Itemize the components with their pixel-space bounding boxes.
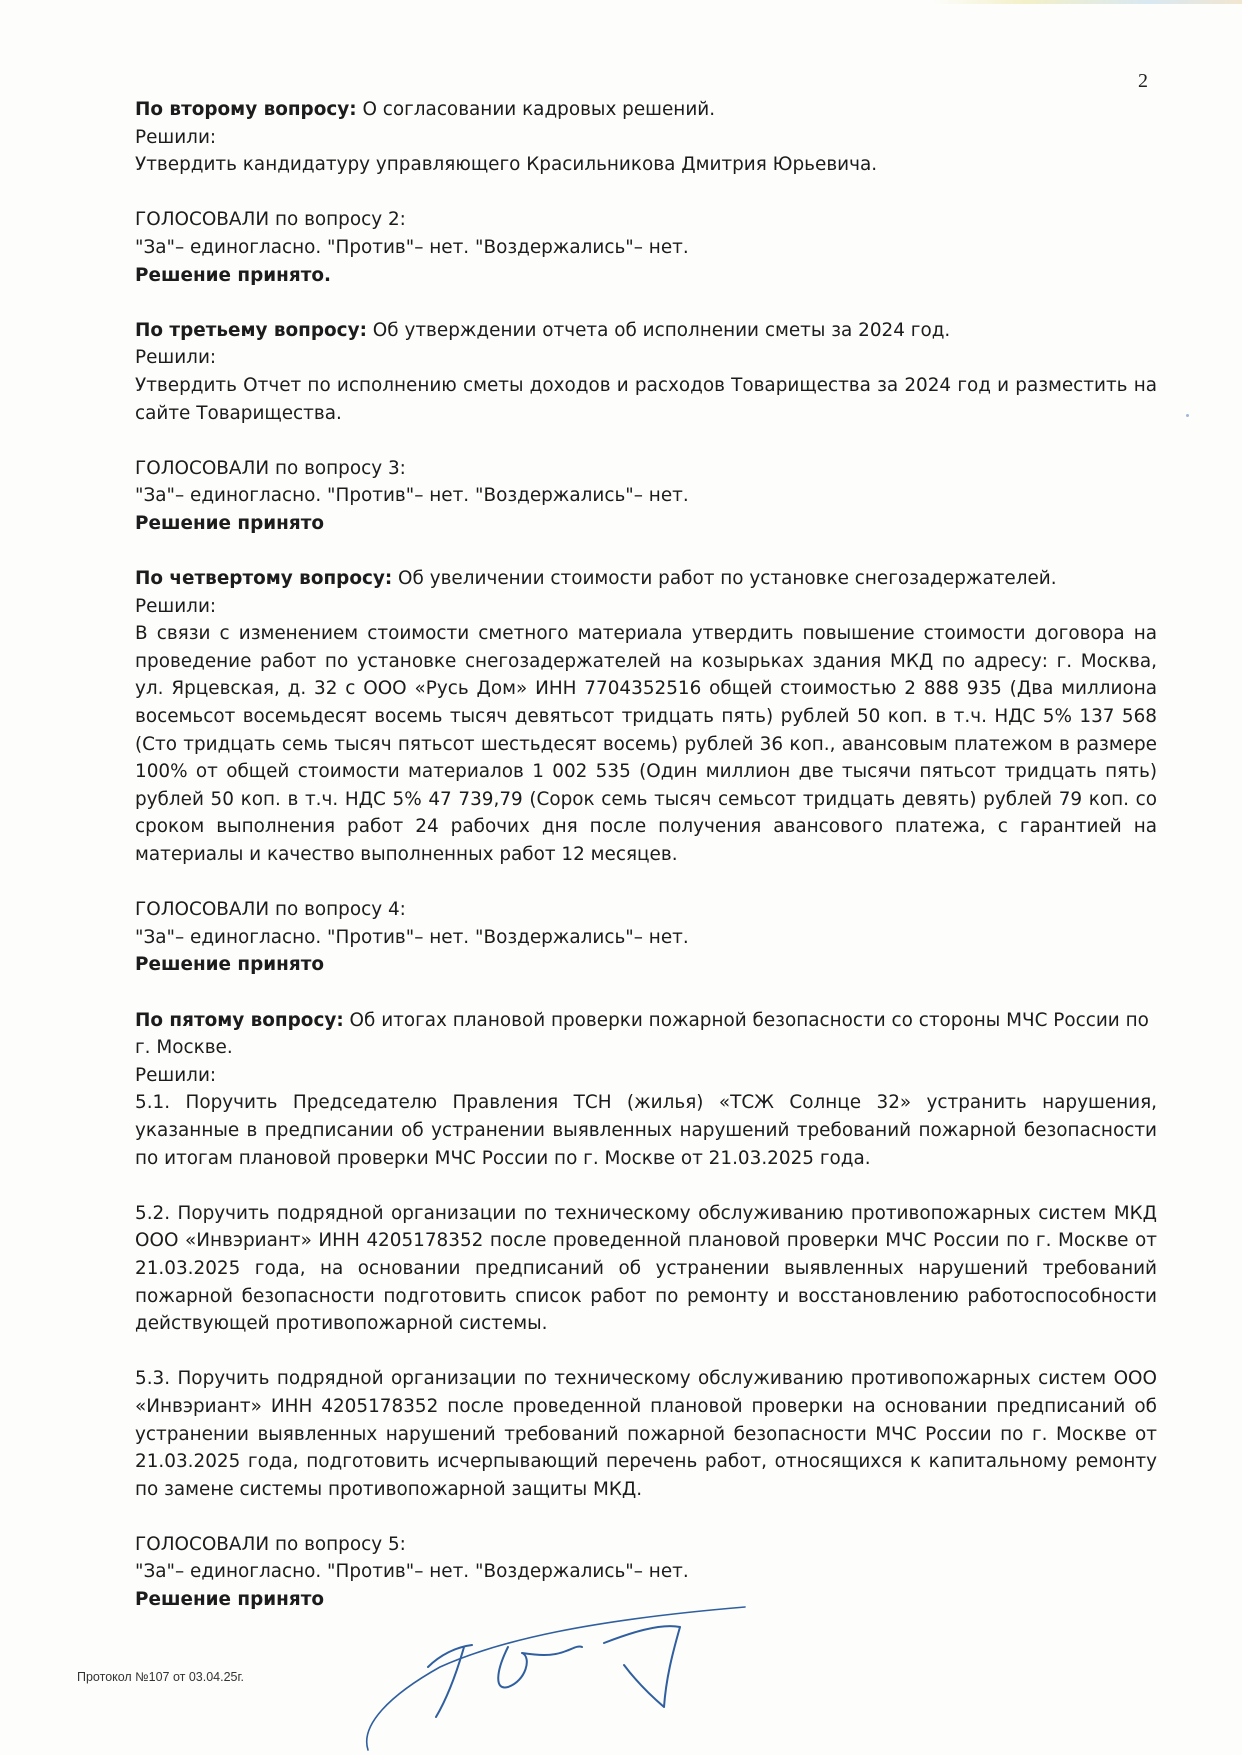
question-5-label: По пятому вопросу: [135,1009,344,1031]
question-4-topic: Об увеличении стоимости работ по установке снегозадержателей. [392,568,1057,590]
question-2-accepted-text: Решение принято. [135,264,331,286]
question-4-accepted-text: Решение принято [135,954,324,976]
question-4-section [135,565,1157,979]
question-5-topic: Об итогах плановой проверки пожарной безопасности со стороны МЧС России по г. Москве. [135,1009,1149,1059]
question-3-vote-result: "За"– единогласно. "Против"– нет. "Воздержались"– нет. [135,485,689,507]
signature-stroke-3 [604,1626,680,1707]
question-3-section [135,317,1157,538]
question-5-decided: Решили: [135,1064,217,1086]
question-2-heading [135,96,1157,124]
question-2-topic: О согласовании кадровых решений. [356,99,716,120]
question-5-item-2: 5.2. Поручить подрядной организации по техническому обслуживанию противопожарных систем МКД ООО «Инвэриант» ИНН 4205178352 после проведенной плановой проверки МЧС России по г. Москве от 21.03.2025 года, на основании предписаний об устранении выявленных нарушений требований пожарной безопасности подготовить список работ по ремонту и восстановлению работоспособности действующей противопожарной системы. [135,1202,1157,1335]
signature-stroke-1 [428,1645,472,1717]
signature-stroke-2 [498,1646,582,1687]
handwritten-signature [360,1595,760,1755]
question-4-vote-result: "За"– единогласно. "Против"– нет. "Воздержались"– нет. [135,926,689,948]
question-5-vote-result: "За"– единогласно. "Против"– нет. "Воздержались"– нет. [135,1561,689,1583]
protocol-body [135,96,1157,1614]
signature-stroke-main [367,1607,745,1750]
question-5-item-3: 5.3. Поручить подрядной организации по техническому обслуживанию противопожарных систем ООО «Инвэриант» ИНН 4205178352 после проведенной плановой проверки на основании предписаний об устранении выявленных нарушений требований пожарной безопасности МЧС России по г. Москве от 21.03.2025 года, подготовить исчерпывающий перечень работ, относящихся к капитальному ремонту по замене системы противопожарной защиты МКД. [135,1368,1157,1500]
question-4-decision: В связи с изменением стоимости сметного материала утвердить повышение стоимости договора на проведение работ по установке снегозадержателей на козырьках здания МКД по адресу: г. Москва, ул. Ярцевская, д. 32 с ООО «Русь Дом» ИНН 7704352516 общей стоимостью 2 888 935 (Два миллиона восемьсот восемьдесят восемь тысяч девятьсот тридцать пять) рублей 50 коп. в т.ч. НДС 5% 137 568 (Сто тридцать семь тысяч пятьсот шестьдесят восемь) рублей 36 коп., авансовым платежом в размере 100% от общей стоимости материалов 1 002 535 (Один миллион две тысячи пятьсот тридцать пять) рублей 50 коп. в т.ч. НДС 5% 47 739,79 (Сорок семь тысяч семьсот тридцать девять) рублей 79 коп. со сроком выполнения работ 24 рабочих дня после получения авансового платежа, с гарантией на материалы и качество выполненных работ 12 месяцев. [135,623,1157,866]
question-2-vote-title: ГОЛОСОВАЛИ по вопросу 2: [135,209,406,231]
question-3-vote-title: ГОЛОСОВАЛИ по вопросу 3: [135,457,406,479]
page-number: 2 [1138,70,1148,92]
question-2-decision: Утвердить кандидатуру управляющего Красильникова Дмитрия Юрьевича. [135,154,878,176]
question-4-label: По четвертому вопросу: [135,568,393,590]
question-3-topic: Об утверждении отчета об исполнении сметы за 2024 год. [366,319,951,341]
question-2-vote-result: "За"– единогласно. "Против"– нет. "Воздержались"– нет. [135,236,689,258]
question-4-vote-title: ГОЛОСОВАЛИ по вопросу 4: [135,899,406,921]
question-2-section [135,96,1157,289]
question-2-decided: Решили: [135,126,217,148]
question-3-decision: Утвердить Отчет по исполнению сметы доходов и расходов Товарищества за 2024 год и разместить на сайте Товарищества. [135,374,1157,424]
question-3-decided: Решили: [135,347,217,369]
protocol-footer-reference: Протокол №107 от 03.04.25г. [77,1670,244,1684]
question-3-label: По третьему вопросу: [135,319,367,341]
question-4-heading [135,565,1157,593]
question-3-accepted-text: Решение принято [135,512,324,534]
question-5-vote-title: ГОЛОСОВАЛИ по вопросу 5: [135,1533,406,1555]
scan-speck [1186,414,1189,417]
question-2-accepted [135,262,1157,290]
scan-edge-artifact [932,0,1242,4]
question-5-accepted-text: Решение принято [135,1589,324,1611]
question-3-accepted [135,510,1157,538]
question-4-decided: Решили: [135,595,217,617]
question-4-accepted [135,951,1157,979]
question-5-item-1: 5.1. Поручить Председателю Правления ТСН (жилья) «ТСЖ Солнце 32» устранить нарушения, указанные в предписании об устранении выявленных нарушений требований пожарной безопасности по итогам плановой проверки МЧС России по г. Москве от 21.03.2025 года. [135,1092,1157,1169]
question-2-label: По второму вопросу: [135,99,357,120]
question-5-heading [135,1007,1157,1062]
question-5-section [135,1007,1157,1614]
question-3-heading [135,317,1157,345]
